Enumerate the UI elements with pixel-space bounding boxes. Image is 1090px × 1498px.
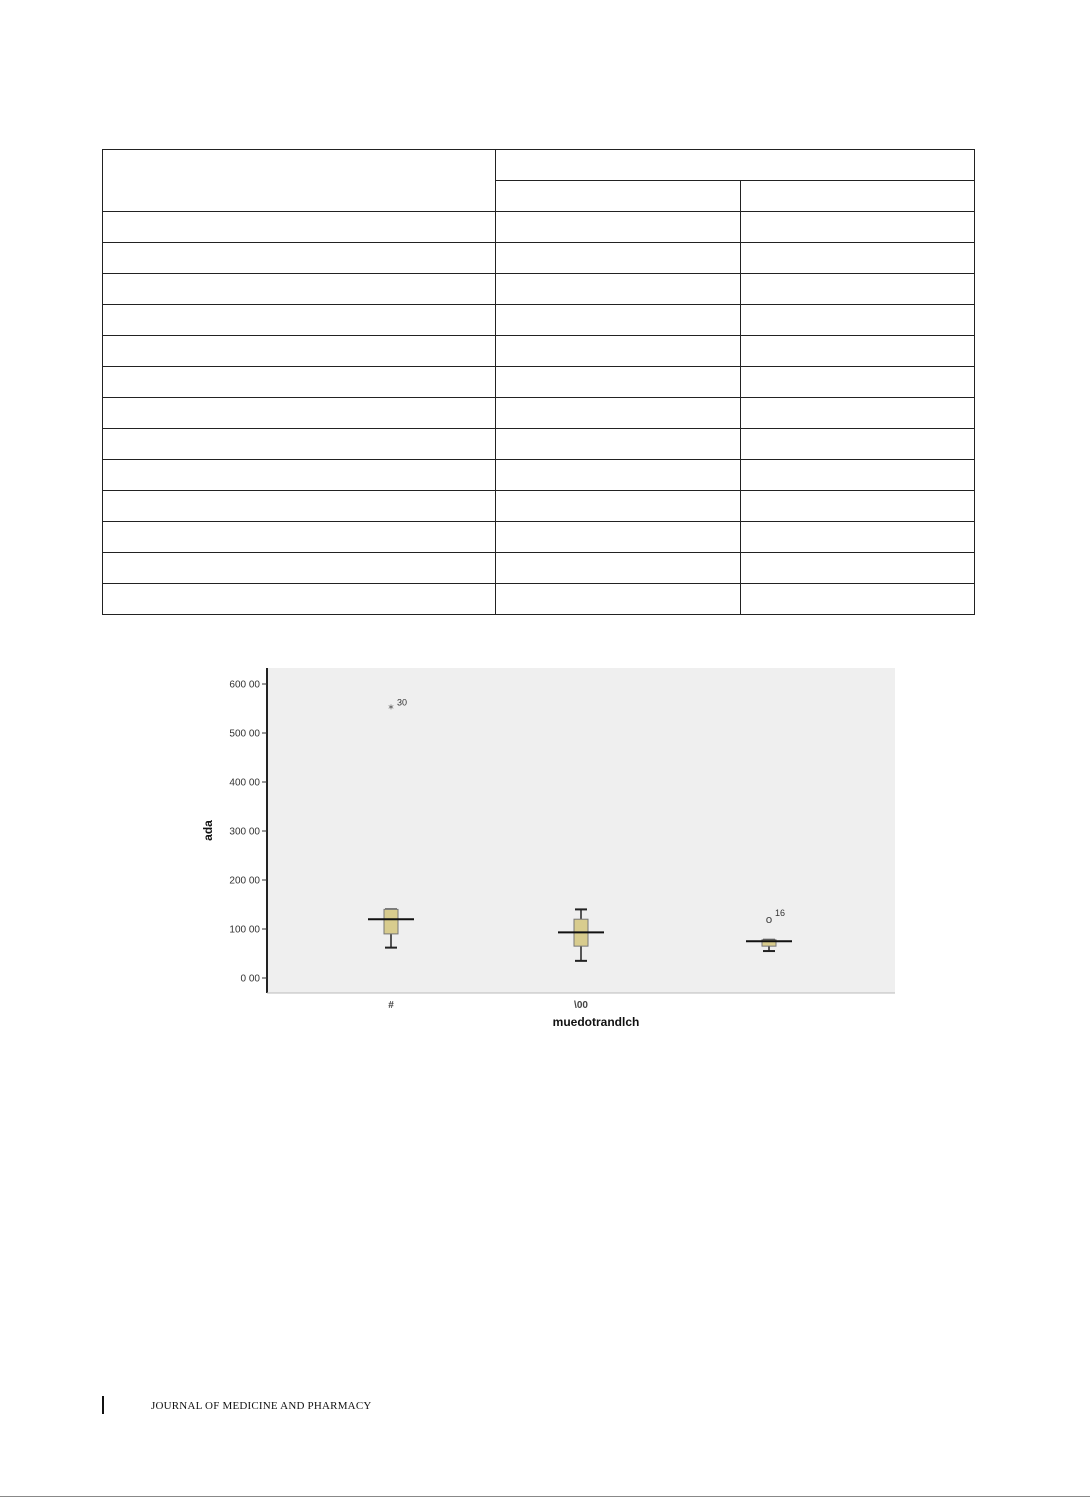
- table-row: [103, 212, 975, 243]
- table-cell: [495, 243, 740, 274]
- boxplot-chart: [190, 660, 910, 1040]
- table-cell: [495, 491, 740, 522]
- table-cell: [740, 305, 975, 336]
- table-cell: [740, 584, 975, 615]
- table-cell: [103, 336, 496, 367]
- table-cell: [495, 584, 740, 615]
- journal-name: JOURNAL OF MEDICINE AND PHARMACY: [151, 1400, 372, 1412]
- table-row: [103, 336, 975, 367]
- table-cell: [740, 460, 975, 491]
- table-row: [103, 274, 975, 305]
- data-table: [102, 149, 975, 615]
- table-row: [103, 553, 975, 584]
- boxplot-figure: [190, 660, 910, 1040]
- table-cell: [740, 429, 975, 460]
- table-cell: [103, 491, 496, 522]
- table-cell: [740, 367, 975, 398]
- table-cell: [103, 398, 496, 429]
- table-cell: [740, 212, 975, 243]
- outlier-label: 16: [775, 908, 786, 919]
- footer-bar: [102, 1396, 104, 1414]
- table-row: [103, 367, 975, 398]
- table-cell: [103, 150, 496, 212]
- table-cell: [740, 522, 975, 553]
- outlier-marker: *: [388, 702, 394, 716]
- x-tick-label: \00: [574, 1000, 588, 1011]
- table-cell: [495, 181, 740, 212]
- table-cell: [740, 398, 975, 429]
- y-tick-label: 500 00: [229, 728, 260, 740]
- data-table-container: [102, 149, 975, 615]
- table-cell: [103, 429, 496, 460]
- table-cell: [495, 522, 740, 553]
- table-cell: [103, 243, 496, 274]
- table-row: [103, 584, 975, 615]
- table-cell: [495, 398, 740, 429]
- x-axis-label: muedotrandlch: [552, 1015, 640, 1029]
- table-cell: [495, 274, 740, 305]
- table-cell: [495, 150, 974, 181]
- table-row: [103, 398, 975, 429]
- table-cell: [740, 553, 975, 584]
- table-cell: [103, 553, 496, 584]
- table-row: [103, 491, 975, 522]
- y-tick-label: 300 00: [229, 826, 260, 838]
- table-cell: [103, 212, 496, 243]
- outlier-marker: o: [765, 913, 773, 927]
- x-tick-label: #: [388, 1000, 394, 1011]
- table-cell: [495, 212, 740, 243]
- box-iqr: [384, 909, 398, 934]
- table-cell: [495, 305, 740, 336]
- y-tick-label: 0 00: [240, 973, 260, 985]
- table-cell: [103, 367, 496, 398]
- table-cell: [740, 491, 975, 522]
- table-cell: [495, 553, 740, 584]
- table-cell: [103, 305, 496, 336]
- table-cell: [495, 367, 740, 398]
- y-tick-label: 600 00: [229, 679, 260, 691]
- y-tick-label: 200 00: [229, 875, 260, 887]
- table-cell: [740, 243, 975, 274]
- table-cell: [103, 274, 496, 305]
- table-cell: [103, 522, 496, 553]
- table-cell: [740, 336, 975, 367]
- table-row: [103, 305, 975, 336]
- table-header-row: [103, 150, 975, 181]
- table-cell: [740, 274, 975, 305]
- y-axis-label: ada: [201, 820, 215, 841]
- bottom-rule: [0, 1496, 1090, 1497]
- outlier-label: 30: [397, 697, 408, 708]
- table-cell: [740, 181, 975, 212]
- table-row: [103, 243, 975, 274]
- table-row: [103, 460, 975, 491]
- table-cell: [495, 336, 740, 367]
- y-tick-label: 400 00: [229, 777, 260, 789]
- table-cell: [103, 460, 496, 491]
- table-cell: [103, 584, 496, 615]
- y-tick-label: 100 00: [229, 924, 260, 936]
- table-row: [103, 429, 975, 460]
- table-cell: [495, 460, 740, 491]
- table-cell: [495, 429, 740, 460]
- table-row: [103, 522, 975, 553]
